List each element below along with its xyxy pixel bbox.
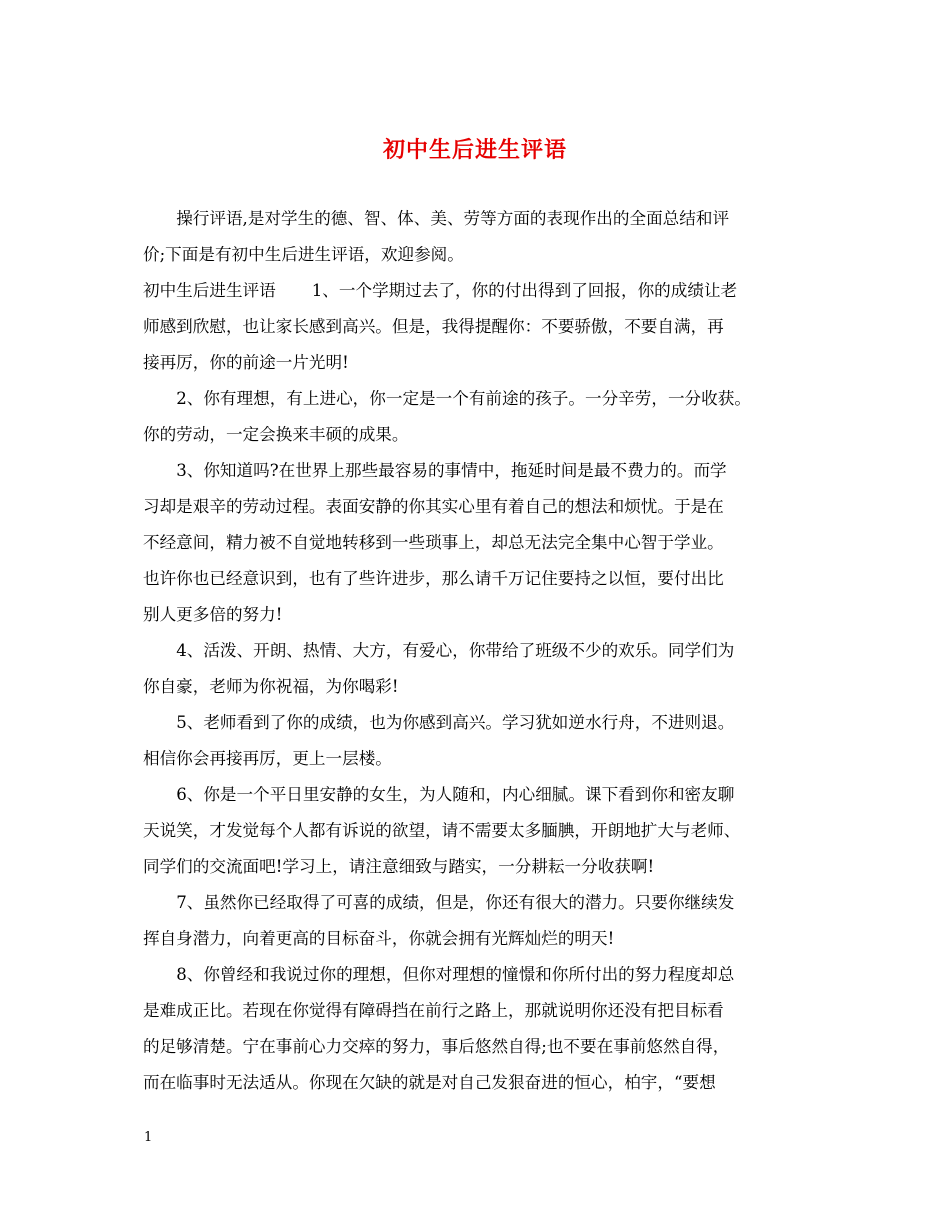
intro-paragraph xyxy=(143,201,811,273)
text-line: 3、你知道吗?在世界上那些最容易的事情中，拖延时间是最不费力的。而学 xyxy=(176,461,727,480)
text-line: 7、虽然你已经取得了可喜的成绩，但是，你还有很大的潜力。只要你继续发 xyxy=(176,893,735,912)
document-title: 初中生后进生评语 xyxy=(382,138,567,163)
page-number: 1 xyxy=(144,1130,153,1145)
comment-paragraph-2 xyxy=(143,381,811,453)
text-line: 也许你也已经意识到，也有了些许进步，那么请千万记住要持之以恒，要付出比 xyxy=(143,569,724,588)
text-line: 4、活泼、开朗、热情、大方，有爱心，你带给了班级不少的欢乐。同学们为 xyxy=(176,641,735,660)
text-line: 相信你会再接再厉，更上一层楼。 xyxy=(143,749,392,768)
comment-paragraphs xyxy=(143,381,811,1101)
text-line: 师感到欣慰，也让家长感到高兴。但是，我得提醒你：不要骄傲，不要自满，再 xyxy=(143,317,724,336)
text-line: 6、你是一个平日里安静的女生，为人随和，内心细腻。课下看到你和密友聊 xyxy=(176,785,735,804)
text-line: 不经意间，精力被不自觉地转移到一些琐事上，却总无法完全集中心智于学业。 xyxy=(143,533,724,552)
text-line: 2、你有理想，有上进心，你一定是一个有前途的孩子。一分辛劳，一分收获。 xyxy=(176,389,751,408)
text-line: 价;下面是有初中生后进生评语，欢迎参阅。 xyxy=(143,245,464,264)
comment-paragraph-7 xyxy=(143,885,811,957)
text-line: 别人更多倍的努力! xyxy=(143,605,283,624)
text-line: 天说笑，才发觉每个人都有诉说的欲望，请不需要太多腼腆，开朗地扩大与老师、 xyxy=(143,821,741,840)
text-line: 是难成正比。若现在你觉得有障碍挡在前行之路上，那就说明你还没有把目标看 xyxy=(143,1001,724,1020)
text-line: 8、你曾经和我说过你的理想，但你对理想的憧憬和你所付出的努力程度却总 xyxy=(176,965,735,984)
document-body xyxy=(143,201,811,1101)
text-segment: 1、一个学期过去了，你的付出得到了回报，你的成绩让老 xyxy=(311,281,738,300)
text-line: 接再厉，你的前途一片光明! xyxy=(143,353,349,372)
text-line: 而在临事时无法适从。你现在欠缺的就是对自己发狠奋进的恒心，柏宇，“要想 xyxy=(143,1073,716,1092)
text-line xyxy=(143,273,811,309)
section-label: 初中生后进生评语 xyxy=(143,281,276,300)
comment-paragraph-3 xyxy=(143,453,811,633)
comment-paragraph-4 xyxy=(143,633,811,705)
text-line: 的足够清楚。宁在事前心力交瘁的努力，事后悠然自得;也不要在事前悠然自得， xyxy=(143,1037,730,1056)
text-line: 同学们的交流面吧!学习上，请注意细致与踏实，一分耕耘一分收获啊! xyxy=(143,857,655,876)
text-line: 习却是艰辛的劳动过程。表面安静的你其实心里有着自己的想法和烦忧。于是在 xyxy=(143,497,724,516)
text-line: 你的劳动，一定会换来丰硕的成果。 xyxy=(143,425,409,444)
text-line: 操行评语,是对学生的德、智、体、美、劳等方面的表现作出的全面总结和评 xyxy=(176,209,730,228)
text-line: 挥自身潜力，向着更高的目标奋斗，你就会拥有光辉灿烂的明天! xyxy=(143,929,615,948)
comment-paragraph-8 xyxy=(143,957,811,1101)
text-line: 你自豪，老师为你祝福，为你喝彩! xyxy=(143,677,399,696)
comment-paragraph-5 xyxy=(143,705,811,777)
text-line: 5、老师看到了你的成绩，也为你感到高兴。学习犹如逆水行舟，不进则退。 xyxy=(176,713,735,732)
comment-paragraph-6 xyxy=(143,777,811,885)
comment-paragraph-1 xyxy=(143,273,811,381)
